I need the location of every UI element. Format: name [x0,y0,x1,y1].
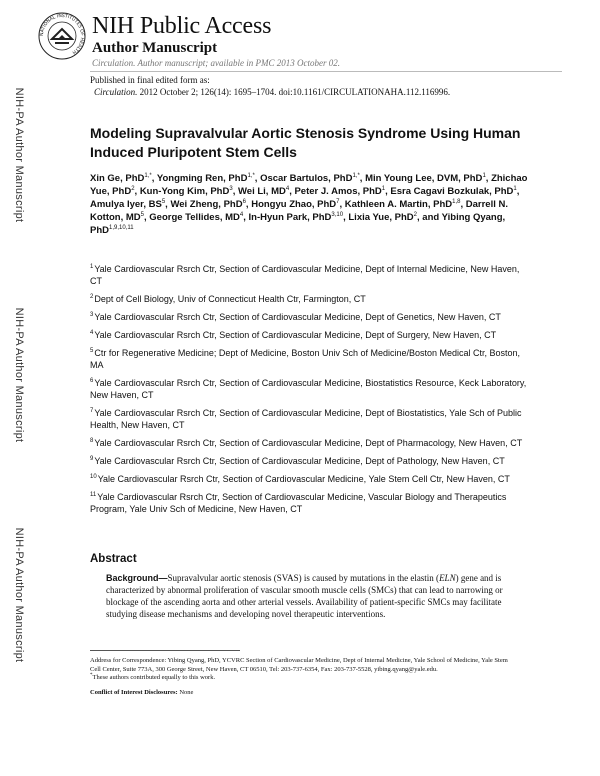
affiliation: $^8$Yale Cardiovascular Rsrch Ctr, Section of Cardiovascular Medicine, Dept of Pharmacology, New Haven, CT [90,438,523,448]
footnotes [90,657,520,697]
affiliation: $^{11}$Yale Cardiovascular Rsrch Ctr, Section of Cardiovascular Medicine, Vascular Biology and Therapeutics Program, Yale Univ Sch of Medicine, New Haven, CT [90,492,507,514]
abstract-background [106,572,516,620]
abstract-heading: Abstract [90,553,137,565]
side-label-middle: NIH-PA Author Manuscript [13,307,25,443]
header-divider [90,71,562,72]
author: Yongming Ren, PhD$^{1,*}$ [156,172,255,184]
side-label-bottom: NIH-PA Author Manuscript [13,527,25,663]
affiliation: $^{10}$Yale Cardiovascular Rsrch Ctr, Section of Cardiovascular Medicine, Yale Stem Cell Ctr, New Haven, CT [90,474,510,484]
author: Amulya Iyer, $BS^5$ [90,198,166,210]
author: Hongyu Zhao, PhD$^7$ [251,198,340,210]
author: Esra Cagavi Bozkulak, PhD$^1$ [390,185,517,197]
author: Kun-Yong Kim, PhD$^3$ [139,185,233,197]
author: In-Hyun Park, PhD$^{3,10}$ [248,211,344,223]
affiliation-list [90,263,530,521]
journal-name: Circulation. [94,87,138,97]
author-list: Xin Ge, PhD$^{1,*}$, Yongming Ren, PhD$^{1,*}$, Oscar Bartulos, PhD$^{1,*}$, Min Young Lee, DVM, PhD$^1$, Zhichao Yue, PhD$^2$, Kun-Yong Kim, PhD$^3$, Wei Li, $MD^4$, Peter J. Amos, PhD$^1$, Esra Cagavi Bozkulak, PhD$^1$, Amulya Iyer, $BS^5$, Wei Zheng, PhD$^6$, Hongyu Zhao, PhD$^7$, Kathleen A. Martin, PhD$^{1,8}$, Darrell N. Kotton, $MD^5$, George Tellides, $MD^4$, In-Hyun Park, PhD$^{3,10}$, Lixia Yue, PhD$^2$, and Yibing Qyang, PhD$^{1,9,10,11}$ [90,172,528,236]
affiliation: $^2$Dept of Cell Biology, Univ of Connecticut Health Ctr, Farmington, CT [90,294,366,304]
author: Wei Li, $MD^4$ [237,185,290,197]
equal-contribution: *These authors contributed equally to this work. [90,672,216,681]
author: Zhichao Yue, PhD$^2$ [90,173,528,197]
affiliation: $^9$Yale Cardiovascular Rsrch Ctr, Section of Cardiovascular Medicine, Dept of Pathology, New Haven, CT [90,456,505,466]
availability-note: Circulation. Author manuscript; available in PMC 2013 October 02. [92,58,340,68]
author: Min Young Lee, DVM, PhD$^1$ [365,172,486,184]
author: Peter J. Amos, PhD$^1$ [294,185,386,197]
affiliation: $^5$Ctr for Regenerative Medicine; Dept of Medicine, Boston Univ Sch of Medicine/Boston Medical Ctr, Boston, MA [90,348,521,370]
side-label-top: NIH-PA Author Manuscript [13,87,25,223]
gene-name: ELN [439,573,456,583]
affiliation: $^3$Yale Cardiovascular Rsrch Ctr, Section of Cardiovascular Medicine, Dept of Genetics, New Haven, CT [90,312,501,322]
publication-info [90,74,450,98]
correspondence: Address for Correspondence: Yibing Qyang, PhD, YCVRC Section of Cardiovascular Medicine, Dept of Internal Medicine, Yale School of Medicine, Yale Stem Cell Center, Suite 773A, 300 George Street, New Haven, CT 06510, Tel: 203-737-6354, Fax: 203-737-5528, yibing.qyang@yale.edu. [90,657,508,673]
author: Lixia Yue, PhD$^2$ [348,211,418,223]
author: Darrell N. Kotton, $MD^5$ [90,199,508,223]
affiliation: $^7$Yale Cardiovascular Rsrch Ctr, Section of Cardiovascular Medicine, Dept of Biostatistics, Yale Sch of Public Health, New Haven, CT [90,408,522,430]
footnote-divider [90,650,240,651]
conflict-of-interest: Conflict of Interest Disclosures: None [90,688,194,696]
svg-text:NATIONAL INSTITUTES OF HEALTH: NATIONAL INSTITUTES OF HEALTH [39,13,85,55]
paper-title: Modeling Supravalvular Aortic Stenosis Syndrome Using Human Induced Pluripotent Stem Cells [90,125,521,160]
author: George Tellides, $MD^4$ [149,211,244,223]
affiliation: $^4$Yale Cardiovascular Rsrch Ctr, Section of Cardiovascular Medicine, Dept of Surgery, New Haven, CT [90,330,497,340]
abstract-text-1: Supravalvular aortic stenosis (SVAS) is caused by mutations in the elastin ( [167,573,440,583]
author: Wei Zheng, PhD$^6$ [170,198,246,210]
nih-logo-icon [38,12,86,60]
citation [90,86,450,98]
affiliation: $^1$Yale Cardiovascular Rsrch Ctr, Section of Cardiovascular Medicine, Dept of Internal Medicine, New Haven, CT [90,264,520,286]
author: Kathleen A. Martin, PhD$^{1,8}$ [344,198,461,210]
affiliation: $^6$Yale Cardiovascular Rsrch Ctr, Section of Cardiovascular Medicine, Biostatistics Resource, Keck Laboratory, New Haven, CT [90,378,527,400]
header-subtitle: Author Manuscript [92,40,218,56]
abstract-label: Background— [106,573,168,583]
author: Oscar Bartulos, PhD$^{1,*}$ [260,172,360,184]
citation-details: 2012 October 2; 126(14): 1695–1704. doi:10.1161/CIRCULATIONAHA.112.116996. [139,87,451,97]
abstract-text-2: ) gene and is characterized by abnormal proliferation of vascular smooth muscle cells (SMCs) that can lead to narrowing or blockage of the ascending aorta and other arterial vessels. Availability of patient-specific SMCs may facilitate studying disease mechanisms and developing novel therapeutic interventions. [106,573,503,619]
published-label: Published in final edited form as: [90,75,210,85]
author: Xin Ge, PhD$^{1,*}$ [90,172,152,184]
author: Yibing Qyang, PhD$^{1,9,10,11}$ [90,212,506,236]
header-title: NIH Public Access [92,13,272,39]
